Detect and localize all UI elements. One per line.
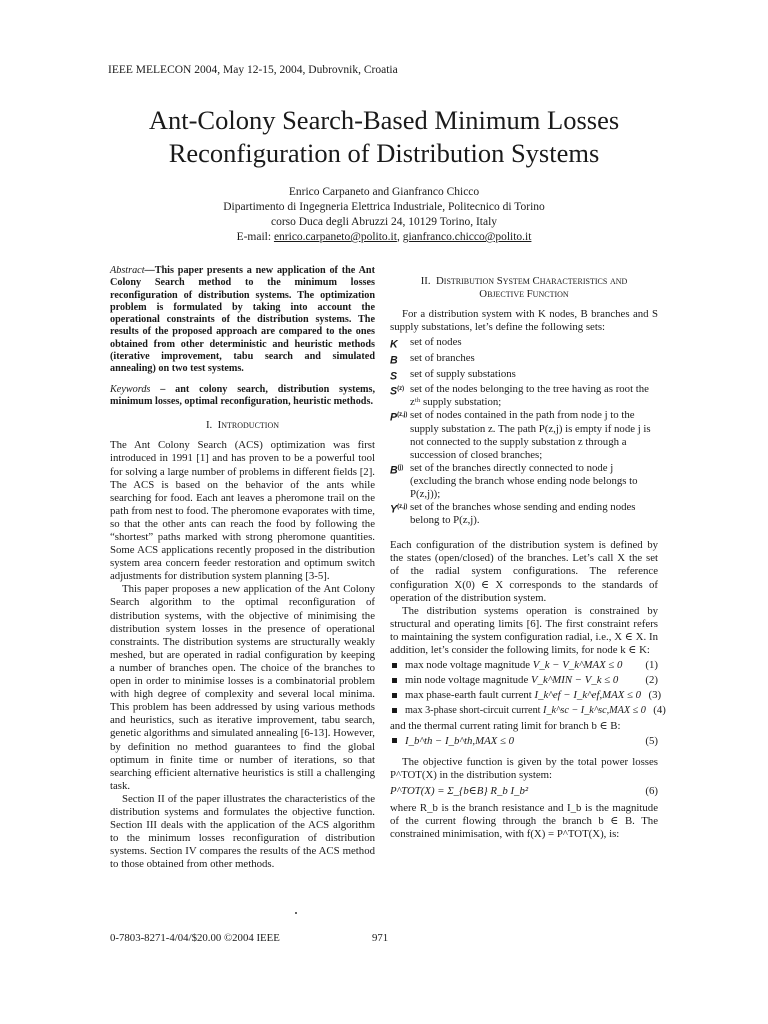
author-block (60, 185, 708, 245)
section-2-intro: For a distribution system with K nodes, B branches and S supply substations, let’s define the following sets: (390, 308, 658, 334)
section-2-title-line-1: Distribution System Characteristics and (435, 275, 628, 287)
set-symbol: B (390, 354, 398, 367)
definition-text: set of the branches directly connected to node j (excluding the branch whose ending node belongs to P(z,j)); (410, 461, 638, 500)
set-symbol: K (390, 338, 398, 351)
definition-row (390, 501, 658, 527)
keywords-label: Keywords (110, 383, 151, 395)
set-symbol: S (390, 370, 398, 383)
section-2-title-line-2: Objective Function (479, 288, 569, 301)
definition-row (390, 383, 658, 409)
section-2-paragraph-3: The distribution systems operation is constrained by structural and operating limits [6]. The first constraint refers to maintaining the system configuration radial, i.e., X ∈ X. In addition, let’s consider the following limits, for node k ∈ K: (390, 604, 658, 657)
thermal-constraint (390, 735, 658, 748)
title-line-1: Ant-Colony Search-Based Minimum Losses (148, 105, 620, 135)
bullet-icon (392, 678, 397, 683)
email-link-chicco[interactable]: gianfranco.chicco@polito.it (402, 231, 532, 243)
affiliation-line-2: corso Duca degli Abruzzi 24, 10129 Torino, Italy (270, 216, 498, 228)
thermal-equation: I_b^th − I_b^th,MAX ≤ 0 (405, 734, 514, 747)
equation-number: (5) (645, 734, 658, 747)
copyright-footer: 0-7803-8271-4/04/$20.00 ©2004 IEEE (110, 932, 280, 944)
equation-number: (1) (645, 659, 658, 672)
definition-row (390, 368, 658, 384)
bullet-icon (392, 663, 397, 668)
section-2-number: II. (420, 275, 431, 287)
section-2-heading (390, 275, 658, 301)
bullet-icon (392, 693, 397, 698)
constraint-item: max phase-earth fault current I_k^ef − I_k^ef,MAX ≤ 0 (3) (390, 689, 658, 702)
email-line (60, 230, 708, 245)
page-number: 971 (372, 932, 389, 944)
stray-dot (295, 912, 297, 914)
thermal-intro: and the thermal current rating limit for branch b ∈ B: (390, 719, 621, 732)
intro-paragraph-3: Section II of the paper illustrates the characteristics of the distribution systems and formulates the objective function. Section III deals with the application of the ACS algorithm to the minimum losses reconfiguration of distribution systems. Section IV compares the results of the ACS method to those obtained from other methods. (110, 792, 375, 871)
left-column (110, 265, 375, 871)
objective-intro: The objective function is given by the total power losses P^TOT(X) in the distribution system: (390, 755, 658, 781)
definition-text: set of nodes (410, 336, 462, 349)
definition-row (390, 336, 658, 352)
definition-row (390, 409, 658, 461)
bullet-icon (392, 738, 397, 743)
abstract (110, 265, 375, 376)
definition-text: set of the nodes belonging to the tree having as root the zᵗʰ supply substation; (410, 383, 649, 409)
constraint-equation: I_k^ef − I_k^ef,MAX ≤ 0 (534, 689, 642, 702)
keywords-text: – ant colony search, distribution systems, minimum losses, optimal reconfiguration, heuristic methods. (110, 383, 375, 407)
definition-row (390, 352, 658, 368)
objective-after: where R_b is the branch resistance and I_b is the magnitude of the current flowing through the branch b ∈ B. The constrained minimisation, with f(X) = P^TOT(X), is: (390, 801, 658, 841)
section-1-title: Introduction (217, 419, 280, 432)
email-separator: , (396, 231, 403, 243)
intro-paragraph-1: The Ant Colony Search (ACS) optimization was first introduced in 1991 [1] and has proven to be a powerful tool for solving a large number of problems in different fields [2]. The ACS is based on the behavior of the ants while searching for food. Each ant leaves a pheromone trail on the path from nest to food. The pheromone evaporates with time, so that the other ants can reach the food by following the “shortest” paths marked with strong pheromone quantities. Some ACS applications recently proposed in the distribution system area concern feeder restoration and optimum switch adjustments for distribution system planning [3-5]. (110, 439, 375, 583)
definition-text: set of supply substations (410, 367, 516, 380)
constraint-list (390, 659, 666, 717)
definition-text: set of the branches whose sending and ending nodes belong to P(z,j). (410, 501, 636, 527)
email-label: E-mail: (236, 231, 274, 243)
keywords (110, 384, 375, 409)
affiliation-line-1: Dipartimento di Ingegneria Elettrica Industriale, Politecnico di Torino (223, 201, 545, 213)
constraint-equation: V_k^MIN − V_k ≤ 0 (530, 674, 619, 687)
section-2-paragraph-2: Each configuration of the distribution system is defined by the states (open/closed) of the branches. Let’s call X the set of the radial system configurations. The reference configuration X(0) ∈ X corresponds to the standards of operation of the distribution system. (390, 539, 658, 604)
bullet-icon (392, 708, 397, 713)
paper-title (60, 104, 708, 170)
equation-number: (3) (648, 689, 662, 702)
objective-equation-row (390, 785, 658, 798)
section-1-number: I. (205, 419, 213, 432)
section-1-heading (110, 419, 375, 432)
constraint-item: max 3-phase short-circuit current I_k^sc − I_k^sc,MAX ≤ 0 (4) (390, 704, 658, 717)
email-link-carpaneto[interactable]: enrico.carpaneto@polito.it (273, 231, 397, 243)
title-line-2: Reconfiguration of Distribution Systems (168, 138, 600, 168)
definition-text: set of nodes contained in the path from node j to the supply substation z. The path P(z,j) is empty if node j is not connected to the supply substation z through a succession of closed branches; (410, 409, 651, 461)
equation-number: (4) (653, 704, 666, 717)
set-symbol: Y$^{(z,j)}$ (390, 503, 408, 516)
definition-text: set of branches (410, 352, 475, 364)
set-symbol: $S^{(z)}$ (390, 385, 405, 398)
set-symbol: $B^{(j)}$ (390, 464, 404, 477)
equation-number: (6) (645, 784, 658, 797)
right-column (390, 265, 666, 841)
definition-row (390, 462, 658, 501)
set-symbol: P$^{(z,j)}$ (390, 411, 408, 424)
intro-paragraph-2: This paper proposes a new application of the Ant Colony Search algorithm to the optimal reconfiguration of distribution systems, with the objective of minimising the distribution system losses in the presence of operational constraints. The distribution systems are structurally weakly meshed, but are operated in radial configuration by keeping a number of branches open. The choice of the branches to open in order to minimise losses is a combinatorial problem with high degree of complexity and several local minima. This problem has been addressed by using various methods and heuristics, such as iterative improvement, tabu search, genetic algorithms and simulated annealing [6-13]. However, by definition no method guarantees to find the global optimum in finite time or number of iterations, so that searching efficient alternative heuristics is still a challenging task. (110, 583, 375, 792)
author-names: Enrico Carpaneto and Gianfranco Chicco (288, 186, 480, 198)
constraint-equation: I_k^sc − I_k^sc,MAX ≤ 0 (543, 705, 646, 717)
set-definitions (390, 336, 658, 527)
equation-number: (2) (645, 674, 658, 687)
abstract-text: —This paper presents a new application of the Ant Colony Search method to the minimum losses reconfiguration of distribution systems. The optimization problem is formulated by taking into account the operational constraints of the distribution systems. The results of the proposed approach are compared to the ones obtained from other deterministic and heuristic methods (iterative improvement, tabu search and simulated annealing) on two test systems. (110, 265, 375, 375)
constraint-item: min node voltage magnitude V_k^MIN − V_k ≤ 0 (2) (390, 674, 658, 687)
conference-header: IEEE MELECON 2004, May 12-15, 2004, Dubrovnik, Croatia (108, 64, 398, 76)
constraint-equation: V_k − V_k^MAX ≤ 0 (532, 659, 623, 672)
constraint-item: max node voltage magnitude V_k − V_k^MAX ≤ 0 (1) (390, 659, 658, 672)
objective-equation: P^TOT(X) = Σ_{b∈B} R_b I_b² (390, 784, 529, 797)
abstract-label: Abstract (110, 265, 145, 276)
